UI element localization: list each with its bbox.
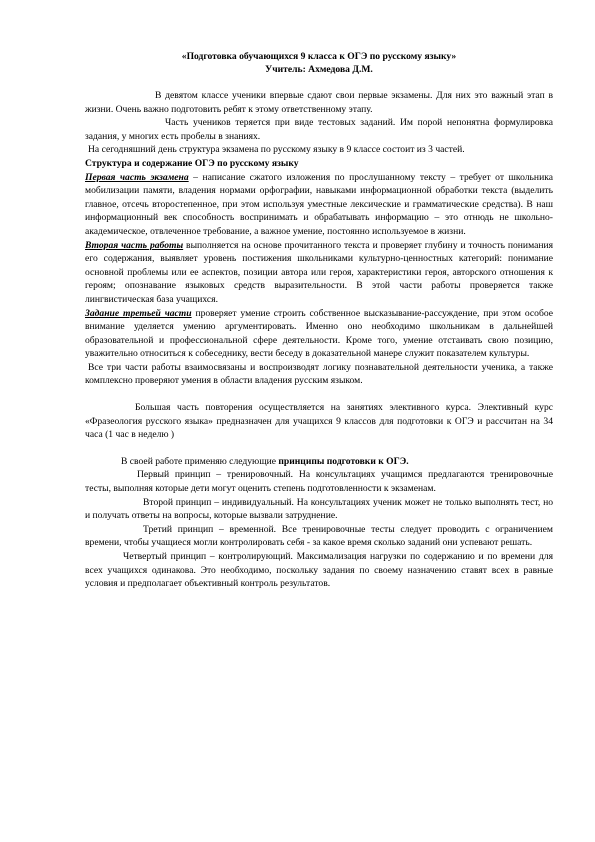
structure-heading: Структура и содержание ОГЭ по русскому языку [85,157,299,169]
part2-lead: Вторая часть работы [85,239,184,251]
spacer [85,388,553,401]
parts-summary: Все три части работы взаимосвязаны и воспроизводят логику познавательной деятельности ученика, а также комплексно проверяют умения в области владения русским языком. [85,361,553,387]
course-paragraph: Большая часть повторения осуществляется на занятиях элективного курса. Элективный курс «Фразеология русского языка» предназначен для учащихся 9 классов для подготовки к ОГЭ и рассчитан на 34 часа (1 час в неделю ) [85,402,553,441]
teacher-line: Учитель: Ахмедова Д.М. [265,64,373,75]
part1-lead: Первая часть экзамена [85,171,189,183]
principle-2: Второй принцип – индивидуальный. На консультациях ученик может не только выполнять тест, но и получать ответы на вопросы, которые вызвали затруднение. [85,496,553,522]
document-body [85,50,553,591]
intro-paragraph-3: На сегодняшний день структура экзамена по русскому языку в 9 классе состоит из 3 частей. [88,144,465,156]
spacer [85,442,553,455]
principles-intro [85,455,553,469]
principle-3: Третий принцип – временной. Все тренировочные тесты следует проводить с ограничением времени, чтобы учащиеся могли контролировать себя - за какое время сколько заданий они успевают решать. [85,523,553,549]
part3-paragraph [85,307,553,361]
part2-text: выполняется на основе прочитанного текста и проверяет глубину и точность понимания его содержания, выявляет уровень постижения школьниками культурно-ценностных категорий: понимание основной проблемы или ее аспектов, позиции автора или героя, характеристики героя, авторского отношения к героям; опознавание языковых средств выразительности. В этой части работы проверяется также лингвистическая база учащихся. [85,239,554,305]
part2-paragraph [85,239,553,307]
part3-text: проверяет умение строить собственное высказывание-рассуждение, при этом особое внимание уделяется умению аргументировать. Именно оно необходимо школьникам в дальнейшей образовательной и профессиональной сфере деятельности. Кроме того, умение отстаивать свою позицию, уважительно относиться к собеседнику, вести беседу в доказательной манере служит показателем культуры. [85,307,553,360]
part1-text: – написание сжатого изложения по прослушанному тексту – требует от школьника мобилизации памяти, владения нормами орфографии, навыками информационной обработки текста (выделить главное, отсечь второстепенное, при этом используя уместные лексические и грамматические средства). В наш информационный век способность воспринимать и обрабатывать информацию – это отнюдь не школьно-академическое, отвлеченное требование, а важное умение, постоянно используемое в жизни. [85,171,553,237]
part3-lead: Задание третьей части [85,307,192,319]
principle-1: Первый принцип – тренировочный. На консультациях учащимся предлагаются тренировочные тесты, выполняя которые дети могут оценить степень подготовленности к экзаменам. [85,469,553,495]
principles-intro-text: В своей работе применяю следующие [121,455,279,467]
intro-paragraph-1: В девятом классе ученики впервые сдают свои первые экзамены. Для них это важный этап в жизни. Очень важно подготовить ребят к этому ответственному этапу. [85,90,553,115]
document-title: «Подготовка обучающихся 9 класса к ОГЭ по русскому языку» [181,51,457,62]
part1-paragraph [85,171,553,239]
principle-4: Четвертый принцип – контролирующий. Максимализация нагрузки по содержанию и по времени для всех учащихся одинакова. Это необходимо, поскольку задания по своему назначению ставят всех в равные условия и предполагает объективный контроль результатов. [85,551,553,590]
intro-paragraph-2: Часть учеников теряется при виде тестовых заданий. Им порой непонятна формулировка задания, у многих есть пробелы в знаниях. [85,117,553,142]
principles-intro-bold: принципы подготовки к ОГЭ. [278,455,409,467]
